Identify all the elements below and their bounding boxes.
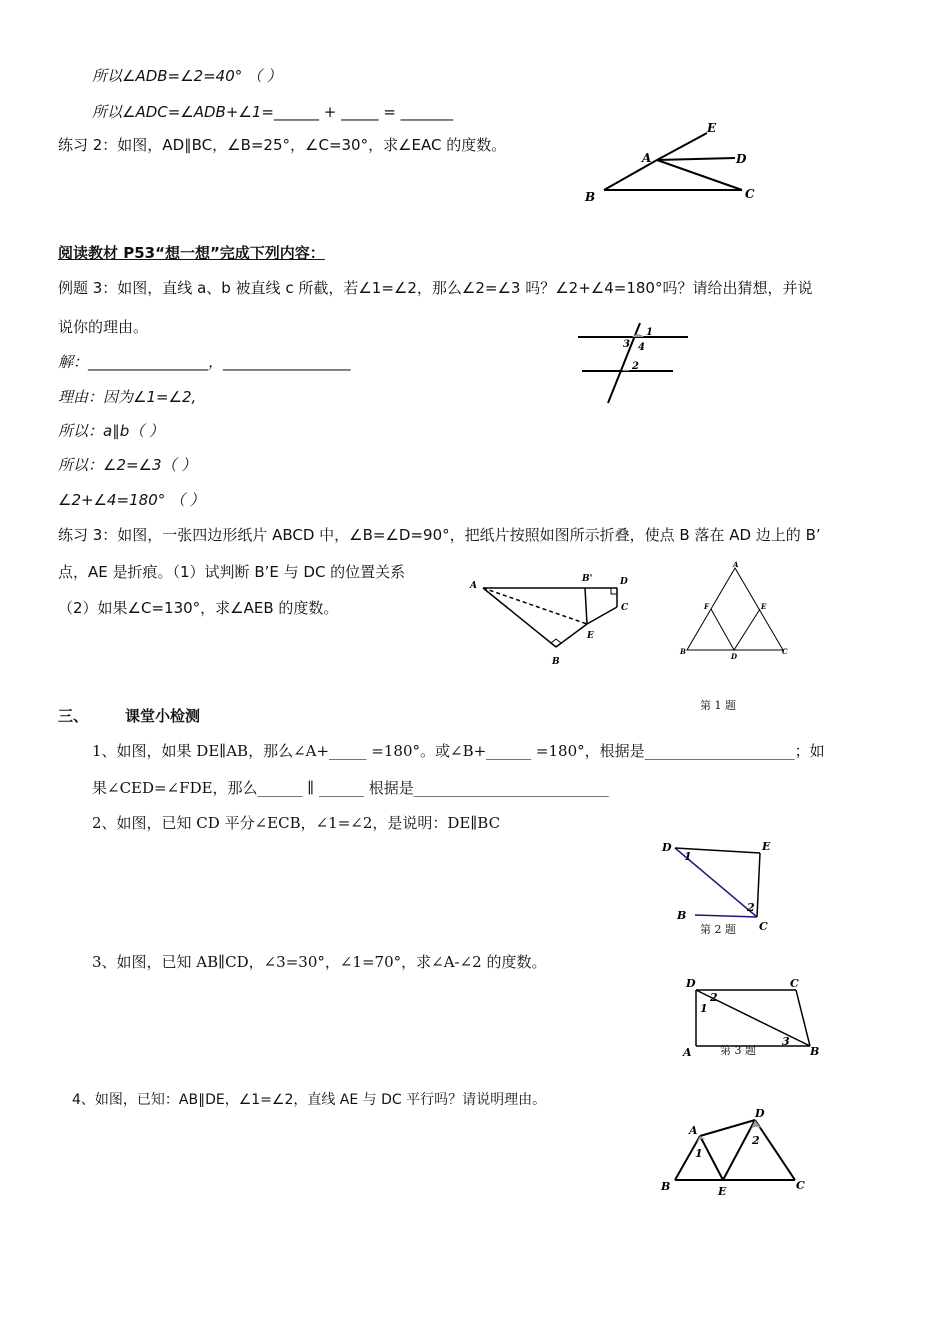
question-1-line-1: 1、如图，如果 DE∥AB，那么∠A+_____ =180°。或∠B+______ =180°，根据是____________________；如 [92,742,825,760]
top-line-2: 所以∠ADC=∠ADB+∠1=______ + _____ = _______ [92,103,454,121]
label-A: A [642,151,652,165]
label-D: D [620,577,628,587]
example-3-so-2: 所以：∠2=∠3（ ） [58,456,197,474]
figure-3-caption: 第 3 题 [720,1044,756,1057]
question-3-text: 3、如图，已知 AB∥CD，∠3=30°，∠1=70°，求∠A-∠2 的度数。 [92,953,547,971]
angle-mark-2 [622,369,630,371]
example-3-reason: 理由：因为∠1=∠2, [58,388,197,406]
label-C: C [790,977,799,990]
label-E: E [718,1185,727,1198]
label-C: C [759,920,768,933]
label-E: E [587,631,594,641]
label-2: 2 [752,1134,760,1147]
angle-mark-1 [632,334,644,337]
label-A: A [733,560,739,569]
label-C: C [621,603,629,613]
exercise-3-line-2: 点，AE 是折痕。（1）试判断 B’E 与 DC 的位置关系 [58,563,406,581]
label-D: D [755,1107,765,1120]
label-1: 1 [700,1002,708,1015]
label-E: E [761,602,767,611]
question-4-figure [655,1102,815,1202]
exercise-3-line-1: 练习 3：如图，一张四边形纸片 ABCD 中，∠B=∠D=90°，把纸片按照如图所示折叠，使点 B 落在 AD 边上的 B’ [58,526,821,544]
figure-2-caption: 第 2 题 [700,923,736,936]
example-3-line-1: 例题 3：如图，直线 a、b 被直线 c 所截，若∠1=∠2，那么∠2=∠3 吗？∠2+∠4=180°吗？请给出猜想，并说 [58,279,813,297]
label-1: 1 [646,327,653,338]
label-2: 2 [710,991,718,1004]
exercise-2-text: 练习 2：如图，AD∥BC，∠B=25°，∠C=30°，求∠EAC 的度数。 [58,136,507,154]
label-3: 3 [782,1035,790,1048]
label-3: 3 [623,339,630,350]
question-2-text: 2、如图，已知 CD 平分∠ECB，∠1=∠2，是说明：DE∥BC [92,814,501,832]
label-B: B [680,647,686,656]
label-C: C [782,647,788,656]
question-4-text: 4、如图，已知：AB∥DE，∠1=∠2，直线 AE 与 DC 平行吗？请说明理由。 [72,1092,547,1108]
label-A: A [683,1046,692,1059]
label-2: 2 [632,361,639,372]
label-B: B [552,657,560,667]
section-title: 课堂小检测 [125,707,201,725]
label-C: C [745,187,755,201]
figure-1 [675,558,795,663]
exercise-3-figure [465,570,640,670]
label-D: D [686,977,696,990]
exercise-2-figure [580,118,770,208]
label-A: A [470,581,477,591]
top-line-1: 所以∠ADB=∠2=40° （ ） [92,67,282,85]
label-F: F [704,602,709,611]
example-3-so-1: 所以：a∥b（ ） [58,422,164,440]
label-2: 2 [747,901,755,914]
label-1: 1 [695,1147,703,1160]
example-3-line-2: 说你的理由。 [58,318,149,336]
label-E: E [707,121,717,135]
reading-heading: 阅读教材 P53“想一想”完成下列内容： [58,244,325,262]
label-C: C [796,1179,805,1192]
label-D: D [736,152,747,166]
label-B: B [661,1180,671,1193]
figure-1-caption: 第 1 题 [700,699,736,712]
exercise-3-line-3: （2）如果∠C=130°，求∠AEB 的度数。 [58,599,339,617]
example-3-solve: 解：________________，_________________ [58,353,351,371]
label-D: D [662,841,672,854]
label-B-prime: B' [582,574,593,584]
label-4: 4 [638,342,645,353]
label-B: B [585,190,596,204]
label-A: A [689,1124,698,1137]
label-B: B [810,1045,820,1058]
example-3-figure [570,315,700,410]
label-B: B [677,909,687,922]
question-1-line-2: 果∠CED=∠FDE，那么______ ∥ ______ 根据是__________________________ [92,779,609,797]
example-3-so-3: ∠2+∠4=180° （ ） [58,491,205,509]
label-1: 1 [684,850,692,863]
section-number: 三、 [58,707,89,725]
label-E: E [762,840,771,853]
label-D: D [731,652,738,661]
